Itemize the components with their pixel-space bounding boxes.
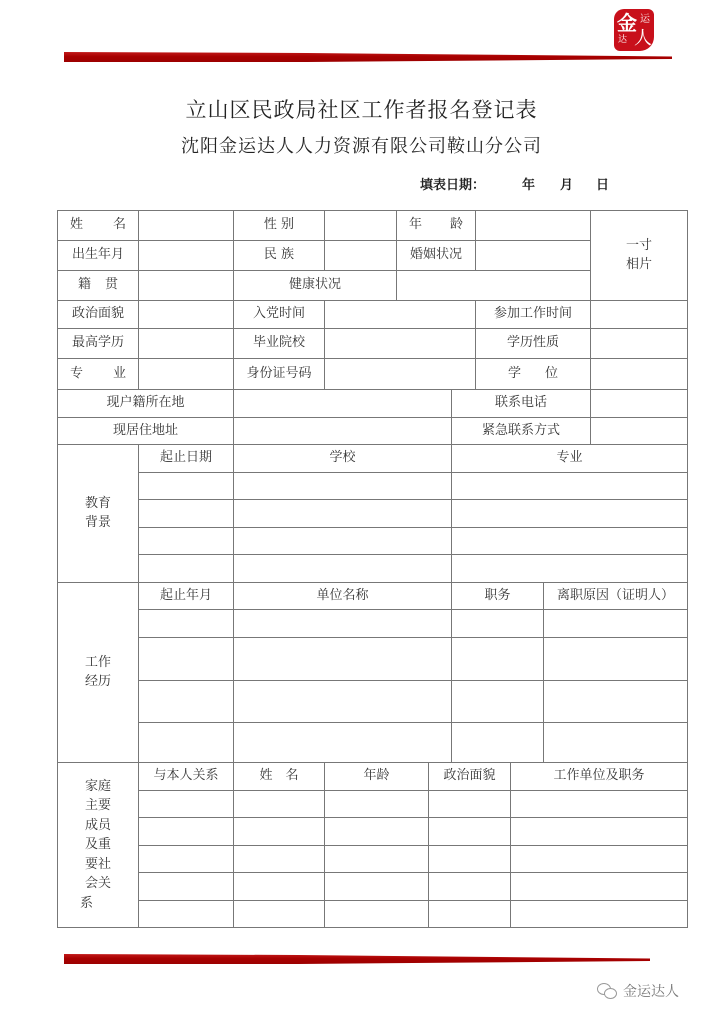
work-start-label: 参加工作时间 xyxy=(475,300,591,329)
undefined-cell[interactable] xyxy=(138,900,234,928)
undefined-cell[interactable] xyxy=(138,845,234,873)
education-type-label: 学历性质 xyxy=(475,328,591,359)
undefined-cell[interactable] xyxy=(233,790,325,818)
photo-label-line: 一寸 xyxy=(625,237,652,253)
label-line: 家庭 xyxy=(84,778,111,794)
label-line: 背景 xyxy=(84,514,111,530)
degree-field[interactable] xyxy=(590,358,688,390)
undefined-cell[interactable] xyxy=(138,722,234,763)
undefined-cell[interactable] xyxy=(233,637,452,681)
undefined-cell[interactable] xyxy=(324,845,429,873)
label-char: 专 xyxy=(70,365,84,381)
undefined-cell[interactable] xyxy=(451,722,544,763)
undefined-cell[interactable] xyxy=(138,499,234,528)
undefined-cell[interactable] xyxy=(428,790,511,818)
id-number-label: 身份证号码 xyxy=(233,358,325,390)
label-char: 贯 xyxy=(104,277,118,293)
undefined-cell[interactable] xyxy=(428,817,511,846)
family-col-employer-position: 工作单位及职务 xyxy=(510,762,688,791)
address-field[interactable] xyxy=(233,417,452,445)
undefined-cell[interactable] xyxy=(233,722,452,763)
undefined-cell[interactable] xyxy=(233,845,325,873)
native-place-field[interactable] xyxy=(138,270,234,301)
undefined-cell[interactable] xyxy=(451,609,544,638)
education-level-field[interactable] xyxy=(138,328,234,359)
label-line: 系 xyxy=(80,895,94,911)
undefined-cell[interactable] xyxy=(138,790,234,818)
edu-col-major: 专业 xyxy=(451,444,688,473)
label-line: 成员 xyxy=(84,817,111,833)
label-char: 名 xyxy=(112,217,126,233)
age-field[interactable] xyxy=(475,210,591,241)
footer-account xyxy=(597,981,679,1001)
family-col-political: 政治面貌 xyxy=(428,762,511,791)
undefined-cell[interactable] xyxy=(138,637,234,681)
undefined-cell[interactable] xyxy=(510,790,688,818)
gender-field[interactable] xyxy=(324,210,397,241)
logo-char: 达 xyxy=(618,35,628,45)
undefined-cell[interactable] xyxy=(543,722,688,763)
family-col-name: 姓 名 xyxy=(233,762,325,791)
work-col-leave-reason: 离职原因（证明人） xyxy=(543,582,688,610)
label-char: 年 xyxy=(409,217,423,233)
logo-char: 运 xyxy=(640,14,650,25)
graduate-school-field[interactable] xyxy=(324,328,476,359)
label-char: 学 xyxy=(508,365,522,381)
undefined-cell[interactable] xyxy=(451,499,688,528)
household-field[interactable] xyxy=(233,389,452,418)
degree-label xyxy=(475,358,591,390)
edu-col-dates: 起止日期 xyxy=(138,444,234,473)
logo-char: 金 xyxy=(617,11,637,35)
label-line: 及重 xyxy=(84,837,111,853)
undefined-cell[interactable] xyxy=(428,900,511,928)
graduate-school-label: 毕业院校 xyxy=(233,328,325,359)
undefined-cell[interactable] xyxy=(510,817,688,846)
undefined-cell[interactable] xyxy=(451,554,688,583)
label-line: 教育 xyxy=(84,495,111,511)
education-type-field[interactable] xyxy=(590,328,688,359)
emergency-label: 紧急联系方式 xyxy=(451,417,591,445)
undefined-cell[interactable] xyxy=(138,554,234,583)
name-field[interactable] xyxy=(138,210,234,241)
emergency-field[interactable] xyxy=(590,417,688,445)
footer-account-name: 金运达人 xyxy=(623,984,679,1000)
work-col-dates: 起止年月 xyxy=(138,582,234,610)
month-label: 月 xyxy=(560,178,574,193)
undefined-cell[interactable] xyxy=(324,817,429,846)
label-line: 会关 xyxy=(84,876,111,892)
family-col-age: 年龄 xyxy=(324,762,429,791)
undefined-cell[interactable] xyxy=(510,900,688,928)
label-line: 主要 xyxy=(84,798,111,814)
undefined-cell[interactable] xyxy=(233,499,452,528)
photo-label-line: 相片 xyxy=(625,256,652,272)
fill-date-label: 填表日期： xyxy=(420,178,486,193)
major-field[interactable] xyxy=(138,358,234,390)
undefined-cell[interactable] xyxy=(451,527,688,555)
work-section-label xyxy=(57,582,139,763)
logo-char: 人 xyxy=(634,28,652,49)
political-label: 政治面貌 xyxy=(57,300,139,329)
undefined-cell[interactable] xyxy=(233,900,325,928)
undefined-cell[interactable] xyxy=(324,900,429,928)
undefined-cell[interactable] xyxy=(233,872,325,901)
undefined-cell[interactable] xyxy=(451,472,688,500)
birth-label: 出生年月 xyxy=(57,240,139,271)
label-char: 位 xyxy=(544,365,558,381)
major-label xyxy=(57,358,139,390)
name-label xyxy=(57,210,139,241)
health-field[interactable] xyxy=(396,270,591,301)
label-line: 工作 xyxy=(84,654,111,670)
undefined-cell[interactable] xyxy=(324,872,429,901)
label-line: 经历 xyxy=(84,673,111,689)
native-place-label xyxy=(57,270,139,301)
marital-label: 婚姻状况 xyxy=(396,240,476,271)
undefined-cell[interactable] xyxy=(233,527,452,555)
gender-label: 性 别 xyxy=(233,210,325,241)
day-label: 日 xyxy=(596,178,610,193)
party-date-label: 入党时间 xyxy=(233,300,325,329)
family-section-label xyxy=(57,762,139,928)
label-char: 龄 xyxy=(449,217,463,233)
undefined-cell[interactable] xyxy=(510,845,688,873)
photo-box[interactable] xyxy=(590,210,688,301)
label-char: 姓 xyxy=(70,217,84,233)
undefined-cell[interactable] xyxy=(510,872,688,901)
label-char: 业 xyxy=(112,365,126,381)
company-subtitle: 沈阳金运达人人力资源有限公司鞍山分公司 xyxy=(181,136,542,157)
work-start-field[interactable] xyxy=(590,300,688,329)
work-col-position: 职务 xyxy=(451,582,544,610)
family-col-relation: 与本人关系 xyxy=(138,762,234,791)
education-section-label xyxy=(57,444,139,583)
undefined-cell[interactable] xyxy=(138,472,234,500)
undefined-cell[interactable] xyxy=(138,872,234,901)
undefined-cell[interactable] xyxy=(428,872,511,901)
ethnicity-field[interactable] xyxy=(324,240,397,271)
age-label xyxy=(396,210,476,241)
birth-field[interactable] xyxy=(138,240,234,271)
undefined-cell[interactable] xyxy=(451,680,544,723)
undefined-cell[interactable] xyxy=(233,472,452,500)
undefined-cell[interactable] xyxy=(138,817,234,846)
label-char: 籍 xyxy=(78,277,92,293)
id-number-field[interactable] xyxy=(324,358,476,390)
political-field[interactable] xyxy=(138,300,234,329)
education-level-label: 最高学历 xyxy=(57,328,139,359)
edu-col-school: 学校 xyxy=(233,444,452,473)
undefined-cell[interactable] xyxy=(138,527,234,555)
undefined-cell[interactable] xyxy=(324,790,429,818)
wechat-icon xyxy=(597,983,617,999)
undefined-cell[interactable] xyxy=(138,609,234,638)
undefined-cell[interactable] xyxy=(233,817,325,846)
year-label: 年 xyxy=(522,178,536,193)
undefined-cell[interactable] xyxy=(138,680,234,723)
health-label: 健康状况 xyxy=(233,270,397,301)
marital-field[interactable] xyxy=(475,240,591,271)
undefined-cell[interactable] xyxy=(543,637,688,681)
ethnicity-label: 民 族 xyxy=(233,240,325,271)
undefined-cell[interactable] xyxy=(543,609,688,638)
undefined-cell[interactable] xyxy=(428,845,511,873)
household-label: 现户籍所在地 xyxy=(57,389,234,418)
phone-label: 联系电话 xyxy=(451,389,591,418)
label-line: 要社 xyxy=(84,856,111,872)
undefined-cell[interactable] xyxy=(543,680,688,723)
undefined-cell[interactable] xyxy=(233,554,452,583)
work-col-employer: 单位名称 xyxy=(233,582,452,610)
form-title: 立山区民政局社区工作者报名登记表 xyxy=(185,98,538,122)
party-date-field[interactable] xyxy=(324,300,476,329)
phone-field[interactable] xyxy=(590,389,688,418)
address-label: 现居住地址 xyxy=(57,417,234,445)
undefined-cell[interactable] xyxy=(451,637,544,681)
undefined-cell[interactable] xyxy=(233,680,452,723)
undefined-cell[interactable] xyxy=(233,609,452,638)
